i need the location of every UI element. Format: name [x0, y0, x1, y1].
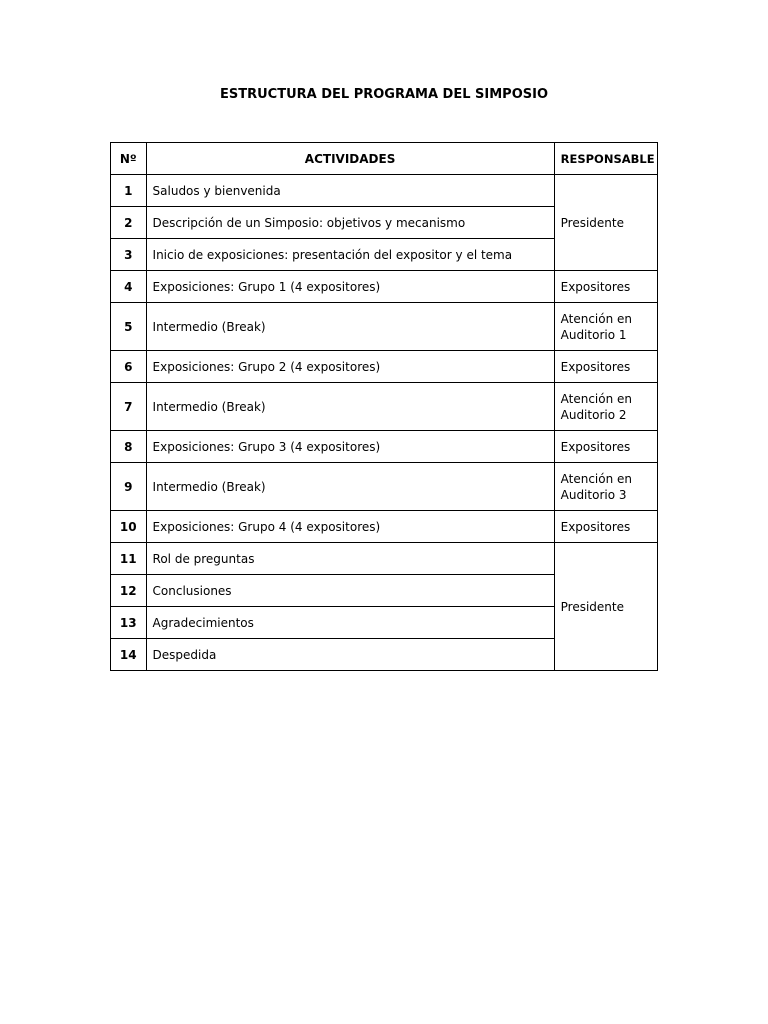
row-activity: Descripción de un Simposio: objetivos y mecanismo: [146, 207, 554, 239]
row-number: 9: [111, 463, 147, 511]
row-activity: Rol de preguntas: [146, 543, 554, 575]
table-row: [111, 271, 658, 303]
table-header-row: [111, 143, 658, 175]
header-activities: ACTIVIDADES: [146, 143, 554, 175]
program-table: [110, 142, 658, 671]
row-responsible: Atención en Auditorio 2: [554, 383, 657, 431]
row-responsible: Presidente: [554, 543, 657, 671]
row-number: 3: [111, 239, 147, 271]
table-row: [111, 543, 658, 575]
header-responsible: RESPONSABLE: [554, 143, 657, 175]
row-responsible: Expositores: [554, 511, 657, 543]
row-activity: Exposiciones: Grupo 1 (4 expositores): [146, 271, 554, 303]
row-activity: Exposiciones: Grupo 4 (4 expositores): [146, 511, 554, 543]
row-activity: Exposiciones: Grupo 3 (4 expositores): [146, 431, 554, 463]
table-body: [111, 175, 658, 671]
row-activity: Saludos y bienvenida: [146, 175, 554, 207]
table-row: [111, 383, 658, 431]
row-responsible: Atención en Auditorio 1: [554, 303, 657, 351]
row-activity: Intermedio (Break): [146, 303, 554, 351]
row-number: 4: [111, 271, 147, 303]
row-activity: Conclusiones: [146, 575, 554, 607]
row-activity: Despedida: [146, 639, 554, 671]
row-number: 2: [111, 207, 147, 239]
table-row: [111, 175, 658, 207]
row-number: 12: [111, 575, 147, 607]
table-row: [111, 463, 658, 511]
row-activity: Exposiciones: Grupo 2 (4 expositores): [146, 351, 554, 383]
row-number: 10: [111, 511, 147, 543]
row-number: 14: [111, 639, 147, 671]
row-responsible: Expositores: [554, 271, 657, 303]
row-responsible: Expositores: [554, 351, 657, 383]
row-activity: Intermedio (Break): [146, 383, 554, 431]
row-number: 6: [111, 351, 147, 383]
row-number: 7: [111, 383, 147, 431]
page-title: ESTRUCTURA DEL PROGRAMA DEL SIMPOSIO: [219, 87, 549, 102]
row-number: 1: [111, 175, 147, 207]
row-number: 5: [111, 303, 147, 351]
table-row: [111, 303, 658, 351]
row-responsible: Atención en Auditorio 3: [554, 463, 657, 511]
row-responsible: Presidente: [554, 175, 657, 271]
header-number: Nº: [111, 143, 147, 175]
row-number: 13: [111, 607, 147, 639]
row-number: 8: [111, 431, 147, 463]
table-row: [111, 431, 658, 463]
row-responsible: Expositores: [554, 431, 657, 463]
row-activity: Agradecimientos: [146, 607, 554, 639]
row-number: 11: [111, 543, 147, 575]
table-row: [111, 351, 658, 383]
row-activity: Intermedio (Break): [146, 463, 554, 511]
row-activity: Inicio de exposiciones: presentación del expositor y el tema: [146, 239, 554, 271]
table-row: [111, 511, 658, 543]
